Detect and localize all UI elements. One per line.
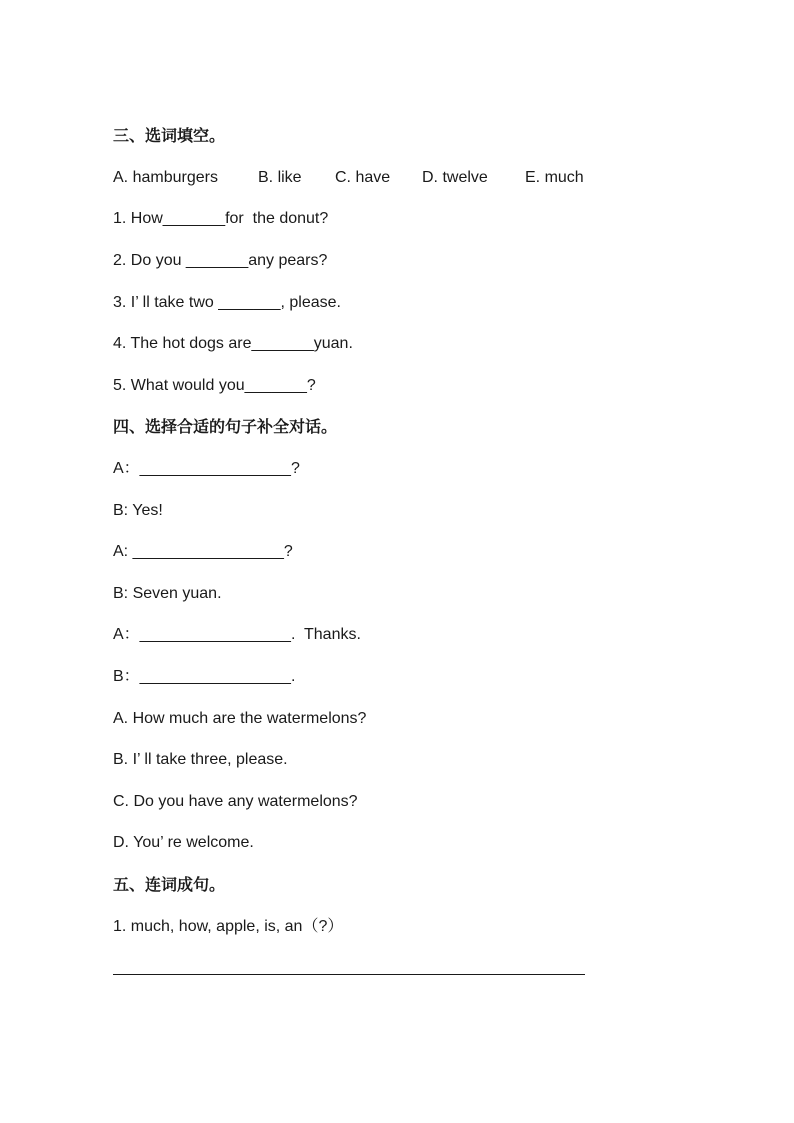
- word-option-e: E. much: [525, 169, 584, 186]
- dialogue-line-4: B: Seven yuan.: [113, 585, 222, 602]
- answer-line: [113, 974, 585, 975]
- section3-heading: 三、选词填空。: [113, 126, 226, 145]
- reorder-question-1: 1. much, how, apple, is, an（?）: [113, 918, 344, 935]
- dialogue-choice-c: C. Do you have any watermelons?: [113, 793, 358, 810]
- dialogue-line-1: A：_________________?: [113, 460, 300, 477]
- fill-question-5: 5. What would you_______?: [113, 377, 316, 394]
- section4-heading: 四、选择合适的句子补全对话。: [113, 417, 338, 436]
- word-option-c: C. have: [335, 169, 391, 186]
- fill-question-1: 1. How_______for the donut?: [113, 210, 329, 227]
- dialogue-choice-b: B. I’ ll take three, please.: [113, 751, 288, 768]
- dialogue-line-6: B：_________________.: [113, 668, 296, 685]
- fill-question-2: 2. Do you _______any pears?: [113, 252, 328, 269]
- fill-question-4: 4. The hot dogs are_______yuan.: [113, 335, 353, 352]
- section5-heading: 五、连词成句。: [113, 875, 226, 894]
- dialogue-line-2: B: Yes!: [113, 502, 163, 519]
- dialogue-line-3: A: _________________?: [113, 543, 293, 560]
- word-option-b: B. like: [258, 169, 302, 186]
- word-option-d: D. twelve: [422, 169, 488, 186]
- word-bank: [113, 168, 595, 188]
- dialogue-line-5: A：_________________. Thanks.: [113, 626, 361, 643]
- dialogue-choice-a: A. How much are the watermelons?: [113, 710, 367, 727]
- dialogue-choice-d: D. You’ re welcome.: [113, 834, 254, 851]
- fill-question-3: 3. I’ ll take two _______, please.: [113, 294, 341, 311]
- word-option-a: A. hamburgers: [113, 169, 218, 186]
